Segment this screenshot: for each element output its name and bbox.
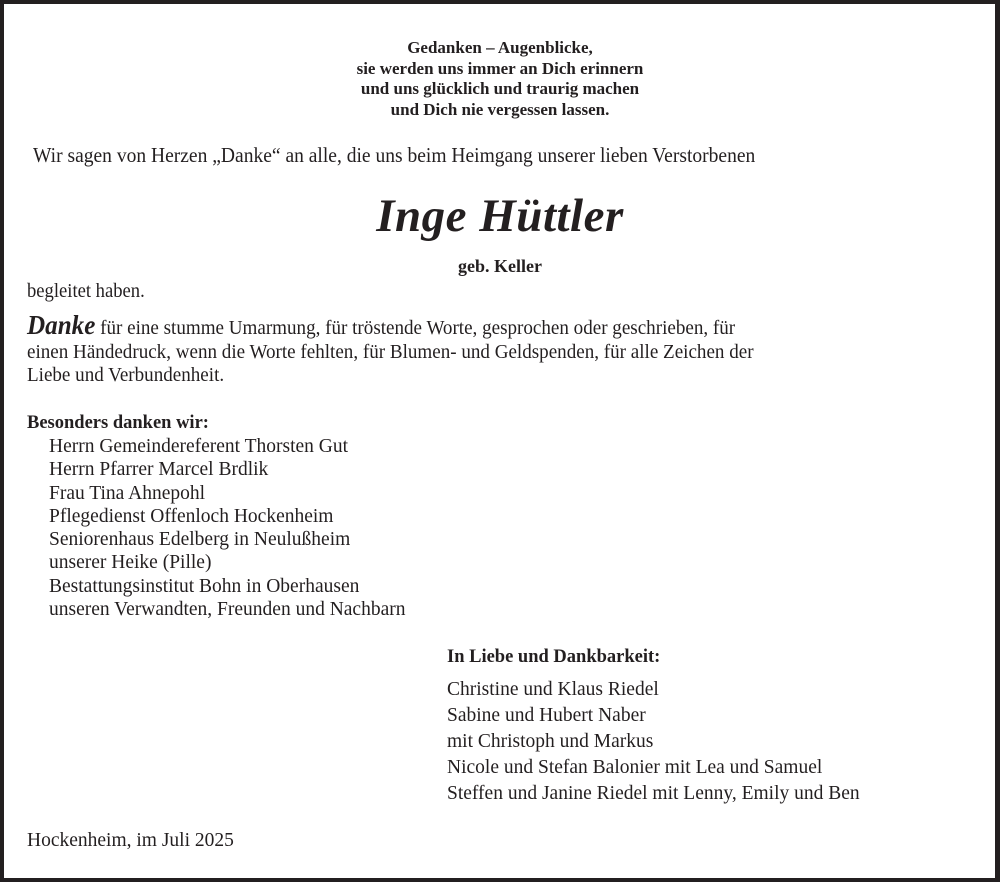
intro-text: Wir sagen von Herzen „Danke“ an alle, die uns beim Heimgang unserer lieben Verstorbenen [33,143,756,167]
place-date: Hockenheim, im Juli 2025 [27,830,234,851]
signatory: Christine und Klaus Riedel [447,679,659,700]
special-thanks-title: Besonders danken wir: [27,413,209,433]
list-item: Herrn Gemeindereferent Thorsten Gut [49,436,349,457]
list-item: unseren Verwandten, Freunden und Nachbarn [49,599,406,621]
poem-line: Gedanken – Augenblicke, [407,38,593,57]
list-item: unserer Heike (Pille) [49,552,212,574]
thanks-line-1-text: für eine stumme Umarmung, für tröstende Worte, gesprochen oder geschrieben, für [95,317,736,339]
memorial-poem [0,38,1000,120]
accompanied-text: begleitet haben. [27,280,145,302]
list-item: Frau Tina Ahnepohl [49,482,206,504]
thanks-line-2: einen Händedruck, wenn die Worte fehlten, für Blumen- und Geldspenden, für alle Zeichen der [27,340,754,363]
poem-line: und Dich nie vergessen lassen. [390,99,610,119]
signatory: Nicole und Stefan Balonier mit Lea und Samuel [447,757,823,778]
poem-line: sie werden uns immer an Dich erinnern [356,58,644,78]
closing-title: In Liebe und Dankbarkeit: [447,647,661,667]
thanks-lead-word: Danke [27,310,96,340]
list-item: Herrn Pfarrer Marcel Brdlik [49,459,269,481]
signatory: Steffen und Janine Riedel mit Lenny, Emily und Ben [447,783,860,804]
signatories-list [447,677,860,807]
special-thanks-list [49,435,405,621]
thanks-line-1 [27,310,966,341]
maiden-name: geb. Keller [458,256,542,276]
thanks-paragraph [27,310,966,388]
list-item: Seniorenhaus Edelberg in Neulußheim [49,529,351,551]
signatory: mit Christoph und Markus [447,731,654,752]
thanks-line-3: Liebe und Verbundenheit. [27,364,225,386]
poem-line: und uns glücklich und traurig machen [360,79,640,98]
signatory: Sabine und Hubert Naber [447,705,646,726]
list-item: Pflegedienst Offenloch Hockenheim [49,505,334,527]
list-item: Bestattungsinstitut Bohn in Oberhausen [49,575,360,597]
deceased-name: Inge Hüttler [376,190,624,242]
